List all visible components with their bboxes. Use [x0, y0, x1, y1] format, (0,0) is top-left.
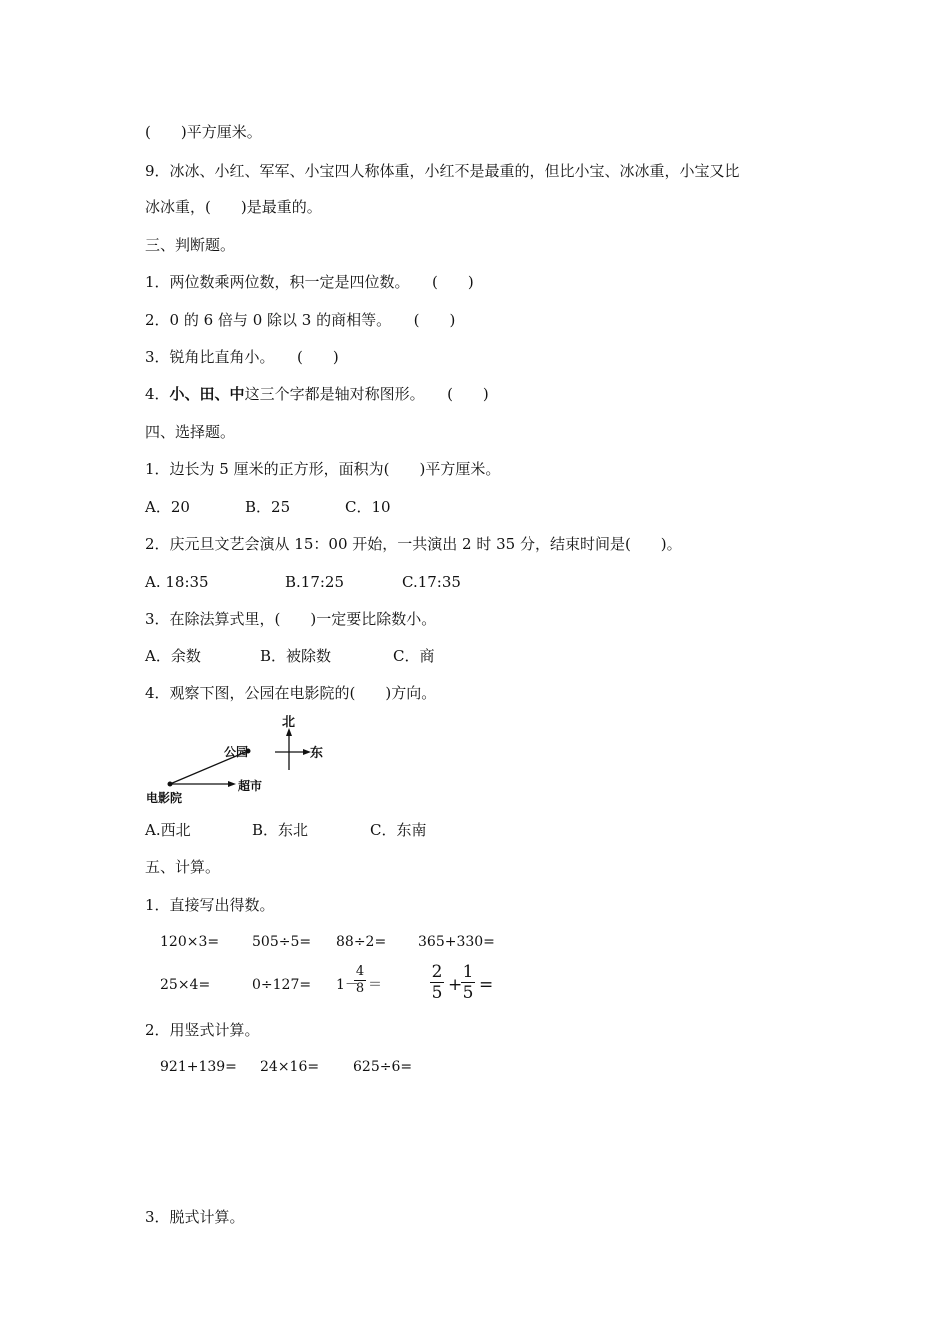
calc-item: 365+330= — [418, 934, 495, 950]
judge-1: 1．两位数乘两位数，积一定是四位数。 ( ) — [145, 273, 474, 291]
calc-item: 25×4= — [160, 977, 211, 993]
choice-4-option-c: C．东南 — [370, 821, 427, 839]
choice-1-option-c: C．10 — [345, 498, 391, 516]
calc-item: 120×3= — [160, 934, 220, 950]
choice-1-option-b: B．25 — [245, 498, 291, 516]
direction-diagram — [140, 712, 340, 812]
choice-1: 1．边长为 5 厘米的正方形，面积为( )平方厘米。 — [145, 460, 501, 478]
choice-3-option-b: B．被除数 — [260, 647, 332, 665]
judge-3: 3．锐角比直角小。 ( ) — [145, 348, 339, 366]
equals-sign: = — [479, 975, 494, 995]
calc-item: 88÷2= — [336, 934, 387, 950]
fraction-denominator: 5 — [462, 983, 474, 1003]
q8-tail: ( )平方厘米。 — [145, 123, 262, 141]
compass-north-label: 北 — [282, 715, 296, 730]
fraction-denominator: 5 — [431, 983, 443, 1003]
fraction-numerator: 2 — [431, 962, 443, 982]
plus-sign: + — [448, 975, 463, 995]
fraction-1-5 — [461, 962, 475, 1003]
section-3-title: 三、判断题。 — [145, 236, 236, 254]
fraction-numerator: 4 — [355, 964, 365, 979]
cinema-label: 电影院 — [146, 791, 183, 805]
choice-4-option-b: B．东北 — [252, 821, 309, 839]
choice-2-option-a: A. 18:35 — [145, 573, 209, 591]
judge-4-rest: 这三个字都是轴对称图形。 ( ) — [244, 385, 489, 403]
q9-line2: 冰冰重，( )是最重的。 — [145, 198, 322, 216]
fraction-2-5 — [430, 962, 444, 1003]
choice-3: 3．在除法算式里，( )一定要比除数小。 — [145, 610, 437, 628]
market-label: 超市 — [238, 779, 263, 793]
calc-fraction-prefix: 1－ — [336, 977, 359, 993]
calc-item: 0÷127= — [252, 977, 312, 993]
judge-4-chars: 小、田、中 — [169, 385, 245, 403]
calc-1-title: 1．直接写出得数。 — [145, 896, 275, 914]
choice-2-option-b: B.17:25 — [285, 573, 345, 591]
choice-1-option-a: A．20 — [145, 498, 190, 516]
vertical-calc-item: 921+139= — [160, 1059, 237, 1075]
park-label: 公园 — [224, 745, 249, 759]
fraction-denominator: 8 — [355, 981, 365, 996]
choice-2: 2．庆元旦文艺会演从 15：00 开始，一共演出 2 时 35 分，结束时间是( )。 — [145, 535, 682, 553]
choice-3-option-a: A．余数 — [145, 647, 201, 665]
section-5-title: 五、计算。 — [145, 858, 221, 876]
section-4-title: 四、选择题。 — [145, 423, 236, 441]
calc-item: 505÷5= — [252, 934, 312, 950]
judge-4-num: 4． — [145, 385, 170, 403]
vertical-calc-item: 625÷6= — [353, 1059, 413, 1075]
compass-east-label: 东 — [310, 746, 324, 761]
calc-2-title: 2．用竖式计算。 — [145, 1021, 260, 1039]
choice-4: 4．观察下图，公园在电影院的( )方向。 — [145, 684, 437, 702]
calc-fraction-suffix: ＝ — [368, 977, 382, 993]
choice-3-option-c: C．商 — [393, 647, 435, 665]
q9-line1: 9．冰冰、小红、军军、小宝四人称体重，小红不是最重的，但比小宝、冰冰重，小宝又比 — [145, 162, 740, 180]
calc-3-title: 3．脱式计算。 — [145, 1208, 245, 1226]
judge-4 — [145, 384, 489, 404]
fraction-4-8 — [354, 964, 366, 997]
fraction-numerator: 1 — [462, 962, 474, 982]
judge-2: 2．0 的 6 倍与 0 除以 3 的商相等。 ( ) — [145, 311, 456, 329]
market-arrow — [228, 781, 236, 787]
choice-4-option-a: A.西北 — [145, 821, 191, 839]
choice-2-option-c: C.17:35 — [402, 573, 461, 591]
vertical-calc-item: 24×16= — [260, 1059, 320, 1075]
cinema-dot — [168, 782, 173, 787]
